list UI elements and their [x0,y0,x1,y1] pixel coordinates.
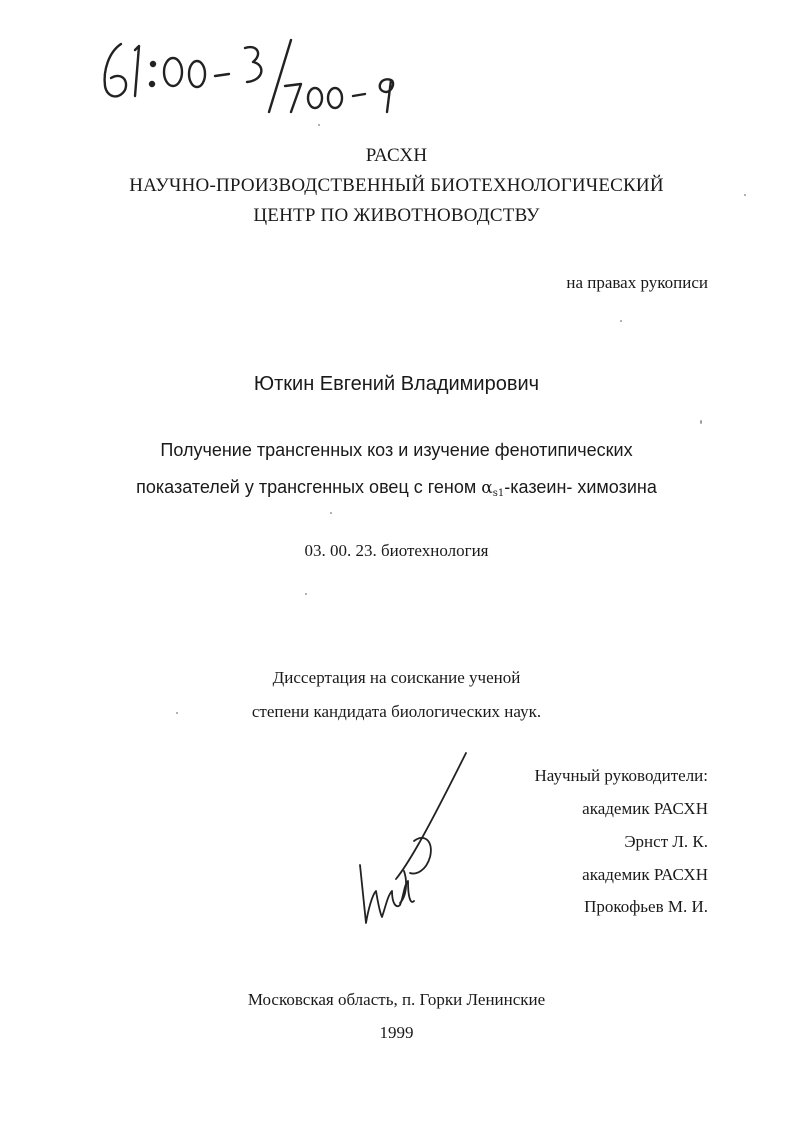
manuscript-rights-note: на правах рукописи [566,273,708,292]
author-name: Юткин Евгений Владимирович [253,373,540,395]
publication-place: Московская область, п. Горки Ленинские [247,990,546,1009]
alpha-subscript: s1 [492,488,505,499]
supervisors-heading: Научный руководители: [534,766,708,785]
alpha-s1-symbol [481,478,504,498]
supervisor-1-title: академик РАСХН [582,799,708,818]
scan-speck [620,320,622,322]
scan-speck [700,420,702,424]
alpha-letter: α [481,478,493,498]
archive-number-text [0,0,1,1]
signature [350,745,480,935]
handwritten-archive-number [95,36,455,116]
dissertation-statement-line-1: Диссертация на соискание ученой [272,668,521,687]
thesis-title-line-1: Получение трансгенных коз и изучение фенотипических [160,440,633,460]
supervisor-2-name: Прокофьев М. И. [584,897,708,916]
scan-speck [744,194,746,196]
supervisor-2-title: академик РАСХН [582,865,708,884]
supervisor-1-name: Эрнст Л. К. [624,832,708,851]
scan-speck [318,124,320,126]
scan-speck [330,512,332,514]
academy-name: РАСХН [365,145,428,166]
thesis-title-line-2 [0,477,793,499]
center-name-line-2: ЦЕНТР ПО ЖИВОТНОВОДСТВУ [253,205,540,226]
dissertation-statement-line-2: степени кандидата биологических наук. [251,702,542,721]
specialty-code: 03. 00. 23. биотехнология [304,541,489,560]
scan-speck [176,712,178,714]
thesis-title-line-2-end: -казеин- химозина [504,477,657,497]
center-name-line-1: НАУЧНО-ПРОИЗВОДСТВЕННЫЙ БИОТЕХНОЛОГИЧЕСКИЙ [129,175,664,196]
publication-year: 1999 [379,1023,414,1042]
thesis-title-line-2-start: показателей у трансгенных овец с геном [136,477,482,497]
scan-speck [305,593,307,595]
